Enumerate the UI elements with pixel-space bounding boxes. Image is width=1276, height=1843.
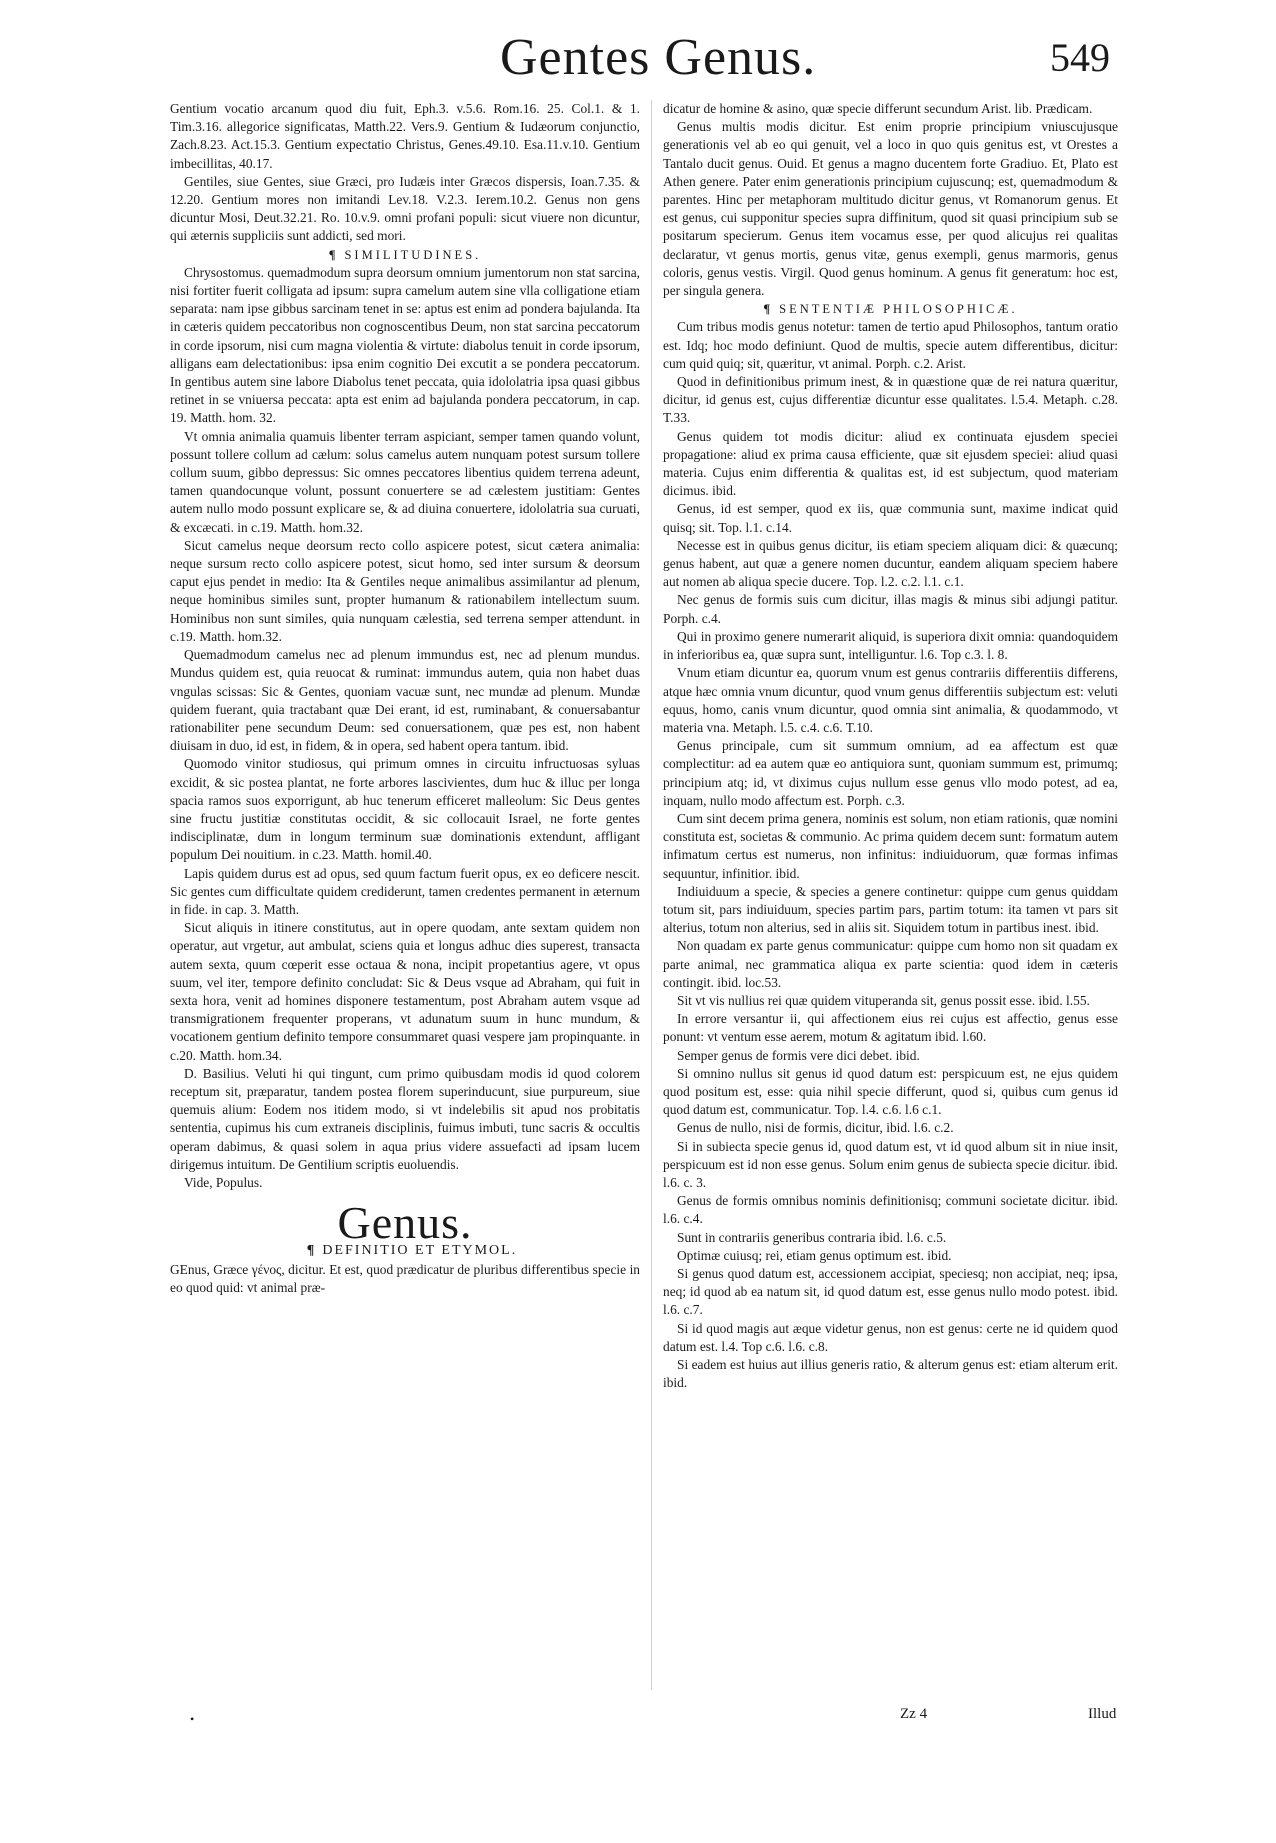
- paragraph: Vnum etiam dicuntur ea, quorum vnum est genus contrariis differentiis differens, atque hæc omnia vnum dicuntur, quod vnum genus differentiis subjectum est: veluti equus, homo, canis vnum dicuntur, quod omnia sint animalia, & quodammodo, vt materia vna. Metaph. l.5. c.4. c.6. T.10.: [663, 665, 1118, 735]
- paragraph: Nec genus de formis suis cum dicitur, illas magis & minus sibi adjungi patitur. Porph. c.4.: [663, 592, 1118, 626]
- paragraph: Quomodo vinitor studiosus, qui primum omnes in circuitu infructuosas syluas excidit, & sic postea plantat, ne forte arbores lascivientes, dum huc & illuc per longa spacia ramos suos exporrigunt, ab huc tenerum efficeret malleolum: Sic Deus gentes sine fructu justitiæ constitutas occidit, & sic collocauit Israel, ne forte gentes indisciplinatæ, dum in longum terminum suæ dominationis extendunt, affligant populum Dei nouitium. in c.23. Matth. homil.40.: [170, 756, 640, 863]
- paragraph: Si omnino nullus sit genus id quod datum est: perspicuum est, ne ejus quidem quod positum est, esse: quia nihil specie differunt, quod si, quibus cum genus id quod datum est, communicatur. Top. l.4. c.6. l.6 c.1.: [663, 1065, 1118, 1118]
- paragraph: Sunt in contrariis generibus contraria ibid. l.6. c.5.: [677, 1229, 947, 1245]
- running-title: Gentes Genus.: [500, 29, 817, 86]
- signature-mark: Zz 4: [900, 1706, 928, 1722]
- paragraph: Non quadam ex parte genus communicatur: quippe cum homo non sit quadam ex parte animal, nec grammatica aliqua ex parte scientia: quod idem in cæteris contingit. ibid. loc.53.: [663, 938, 1118, 990]
- section-heading-similitudines: ¶ SIMILITUDINES.: [328, 247, 482, 262]
- pilcrow-icon: ¶: [306, 1243, 317, 1259]
- paragraph: Lapis quidem durus est ad opus, sed quum factum fuerit opus, ex eo deficere nescit. Sic gentes cum difficultate quidem crediderunt, tamen credentes permanent in æternum in fide. in cap. 3. Matth.: [170, 865, 640, 917]
- paragraph: Si in subiecta specie genus id, quod datum est, vt id quod album sit in niue insit, perspicuum est id non esse genus. Solum enim genus de subiecta specie dicitur. ibid. l.6. c. 3.: [663, 1138, 1118, 1190]
- paragraph: Semper genus de formis vere dici debet. ibid.: [677, 1047, 920, 1063]
- page-number: 549: [1050, 35, 1110, 80]
- page-header: [0, 28, 1276, 98]
- paragraph: GEnus, Græce γένος, dicitur. Et est, quod prædicatur de pluribus differentibus specie in eo quod quid: vt animal præ-: [170, 1261, 640, 1295]
- paragraph: dicatur de homine & asino, quæ specie differunt secundum Arist. lib. Prædicam.: [663, 101, 1093, 116]
- paragraph: Quemadmodum camelus nec ad plenum immundus est, nec ad plenum mundus. Mundus quidem est, quia reuocat & ruminat: immundus autem, quia non habet duas vngulas scissas: Sic & Gentes, quoniam vacuæ sunt, nec mundæ ad plenum. Mundæ quidem fuerant, quia tractabant quæ Dei erant, id est, ruminabant, & conuersabantur rationabiliter pene secundum Deum: sed conuersationem, quæ pes est, non habent diuisam in duo, id est, in fidem, & in opera, sed habent opera tantum. ibid.: [170, 647, 640, 754]
- paragraph: Gentium vocatio arcanum quod diu fuit, Eph.3. v.5.6. Rom.16. 25. Col.1. & 1. Tim.3.16. allegorice significatas, Matth.22. Vers.9. Gentium & Iudæorum conjunctio, Zach.8.23. Act.15.3. Gentium expectatio Christus, Genes.49.10. Esa.11.v.10. Gentium imbecillitas, 40.17.: [170, 101, 640, 171]
- cross-reference: Vide, Populus.: [184, 1174, 263, 1190]
- paragraph: Si id quod magis aut æque videtur genus, non est genus: certe ne id quidem quod datum est. l.4. Top c.6. l.6. c.8.: [663, 1320, 1118, 1354]
- paragraph: Si genus quod datum est, accessionem accipiat, speciesq; non accipiat, neq; ipsa, neq; id quod ab ea natum sit, id quod datum est, esse genus nullo modo potest. ibid. l.6. c.7.: [663, 1266, 1118, 1318]
- section-heading-sententiae: ¶ SENTENTIÆ PHILOSOPHICÆ.: [763, 302, 1018, 317]
- paragraph: Genus quidem tot modis dicitur: aliud ex continuata ejusdem speciei propagatione: aliud ex prima causa efficiente, quæ sit ejusdem speciei: aliud quasi materia. Cujus enim differentia & qualitas est, id est subjectum, quod materiam dicimus. ibid.: [663, 428, 1118, 499]
- printer-mark: •: [190, 1712, 195, 1726]
- paragraph: Cum tribus modis genus notetur: tamen de tertio apud Philosophos, tantum oratio est. Idq; hoc modo definiunt. Quod de multis, specie autem differentibus, dicitur: cum quid quiq; sit, quæritur, vt animal. Porph. c.2. Arist.: [663, 319, 1118, 371]
- paragraph: Sit vt vis nullius rei quæ quidem vituperanda sit, genus possit esse. ibid. l.55.: [677, 992, 1090, 1008]
- paragraph: In errore versantur ii, qui affectionem eius rei cujus est affectio, genus esse ponunt: vt ventum esse aerem, motum & agitatum ibid. l.60.: [663, 1011, 1118, 1045]
- pilcrow-icon: ¶: [763, 302, 774, 317]
- column-divider: [651, 100, 652, 1690]
- paragraph: Necesse est in quibus genus dicitur, iis etiam speciem aliquam dici: & quæcunq; genus habent, aut quæ a genere nomen ducuntur, eandem aliquam speciem habere aut nomen ab aliqua specie ducere. Top. l.2. c.2. l.1. c.1.: [663, 537, 1118, 590]
- paragraph: Genus de nullo, nisi de formis, dicitur, ibid. l.6. c.2.: [677, 1120, 954, 1136]
- paragraph: Genus multis modis dicitur. Est enim proprie principium vniuscujusque generationis vel ab eo qui genuit, vel a loco in quo quis genitus est, vt Orestes a Tantalo ducit genus. Ouid. Et genus a magno ducentem forte Gradiuo. Et, Plato est Athen genere. Pater enim generationis principium cujuscunq; est, quemadmodum & parentes. Hinc per metaphoram multitudo dicitur genus, vt Romanorum genus. Et est genus, cui supponitur species supra diffinitum, quod sit quasi principium sub se positarum specierum. Genus item vocamus esse, per quod alicujus rei qualitas declaratur, vt genus mortis, genus vitæ, genus exempli, genus marmoris, genus coloris, genus vestis. Virgil. Quod genus hominum. A genus fit generatum: hoc est, per singula genera.: [663, 119, 1118, 299]
- paragraph: Sicut camelus neque deorsum recto collo aspicere potest, sicut cætera animalia: neque sursum recto collo aspicere potest, sicut homo, sed inter sursum & deorsum caput ejus pendet in medio: Ita & Gentiles neque animalibus assimilantur ad plenum, neque hominibus similes sunt, propter humanum & rationabilem intellectum suum. Hominibus non sunt similes, quia nunquam cælestia, sed terrena semper attendunt. in c.19. Matth. hom.32.: [170, 537, 640, 644]
- paragraph: Quod in definitionibus primum inest, & in quæstione quæ de rei natura quæritur, dicitur, id genus est, cujus differentiæ dicuntur esse qualitates. l.5.4. Metaph. c.28. T.33.: [663, 374, 1118, 426]
- paragraph: Si eadem est huius aut illius generis ratio, & alterum genus est: etiam alterum erit. ibid.: [663, 1357, 1118, 1391]
- entry-heading-genus: Genus.: [337, 1197, 473, 1249]
- catchword: Illud: [1088, 1706, 1117, 1722]
- section-heading-definitio: ¶ DEFINITIO ET ETYMOL.: [306, 1243, 518, 1259]
- paragraph: Vt omnia animalia quamuis libenter terram aspiciant, semper tamen quando volunt, possunt tollere collum ad cælum: solus camelus autem nunquam potest sursum tollere collum suum, gibbo depressus: Sic omnes peccatores libentius quidem terrena adeunt, tamen quandocunque volunt, possunt conuertere se ad cælestem justitiam: Gentes autem nullo modo possunt explicare se, & ad diuina conuertere, idololatria sua curuati, & excæcati. in c.19. Matth. hom.32.: [170, 428, 640, 535]
- paragraph: Gentiles, siue Gentes, siue Græci, pro Iudæis inter Græcos dispersis, Ioan.7.35. & 12.20. Gentium mores non imitandi Lev.18. V.2.3. Ierem.10.2. Genus non gens dicuntur Mosi, Deut.32.21. Ro. 10.v.9. omni profani populi: sicut viuere non dicuntur, qui æternis suppliciis sunt addicti, sed mori.: [170, 173, 640, 244]
- paragraph: Sicut aliquis in itinere constitutus, aut in opere quodam, ante sextam quidem non operatur, aut vrgetur, aut ambulat, sciens quia et longus adhuc dies superest, transacta autem sexta, quum cœperit esse octaua & nona, incipit propetantius agere, vt opus suum, vel iter, tempore definito concludat: Sic & Deus vsque ad Abraham, qui fuit in sexta hora, venit ad homines disponere testamentum, post Abraham autem vsque ad transmigrationem frequenter properans, vt adunatum suum in hunc mundum, & vocationem gentium definito tempore consummaret quasi vespere jam propinquante. in c.20. Matth. hom.34.: [170, 920, 640, 1063]
- paragraph: Genus, id est semper, quod ex iis, quæ communia sunt, maxime indicat quid quisq; sit. Top. l.1. c.14.: [663, 501, 1118, 535]
- paragraph: Indiuiduum a specie, & species a genere continetur: quippe cum genus quiddam totum sit, pars indiuiduum, species partim pars, partim totum: ita tamen vt pars sit alterius, totum non alterius, sed in aliis sit. Siquidem totum in partibus inest. ibid.: [663, 883, 1118, 936]
- right-column: [663, 100, 1118, 1392]
- paragraph: Cum sint decem prima genera, nominis est solum, non etiam rationis, quæ nomini constituta est, societas & communio. Ac prima quidem decem sunt: formatum autem infimatum certus est numerus, non infinitus: indiuiduorum, quæ formas infimas sequuntur, infinitior. ibid.: [663, 810, 1118, 881]
- paragraph: Optimæ cuiusq; rei, etiam genus optimum est. ibid.: [677, 1247, 952, 1263]
- paragraph: Genus principale, cum sit summum omnium, ad ea affectum est quæ complectitur: ad ea autem quæ eo antiquiora sunt, quoniam summum est, primumq; principium atq; id, vt diximus cujus nullum esse genus vllo modo potest, ad ea, inquam, nullo modo affectum est. Porph. c.3.: [663, 738, 1118, 808]
- paragraph: Chrysostomus. quemadmodum supra deorsum omnium jumentorum non stat sarcina, nisi fortiter fuerit colligata ad ipsum: supra camelum autem sine vlla colligatione etiam separata: nam ipse gibbus sarcinam tenet in se: aptus est enim ad pondera bajulanda. Ita in cæteris quidem peccatoribus non cognoscentibus Deum, non stat sarcina peccatorum in corde ipsorum, nisi cum magna violentia & virtute: diabolus tenuit in corde ipsorum, alligans eam delectationibus: ipsa enim cognitio Dei excutit a se pondera peccatorum. In gentibus autem sine labore Diabolus tenet peccata, quia idololatria ipsa quasi gibbus retinet in se vniuersa peccata: apta est enim ad bajulanda pondera peccatorum, in cap. 19. Matth. hom. 32.: [170, 264, 640, 426]
- left-column: [170, 100, 640, 1297]
- paragraph: Genus de formis omnibus nominis definitionisq; communi societate dicitur. ibid. l.6. c.4.: [663, 1193, 1118, 1227]
- pilcrow-icon: ¶: [328, 247, 339, 262]
- paragraph: Qui in proximo genere numerarit aliquid, is superiora dixit omnia: quandoquidem in inferioribus ea, quæ supra sunt, intelliguntur. l.6. Top c.3. l. 8.: [663, 628, 1118, 663]
- paragraph: D. Basilius. Veluti hi qui tingunt, cum primo quibusdam modis id quod colorem receptum sit, præparatur, tandem postea florem superinducunt, siue purpureum, siue quemuis alium: Eodem nos itidem modo, si vt indelebilis sit apud nos probitatis sententia, cupimus his cum extraneis disciplinis, fuimus imbuti, tunc sacris & occultis operam dabimus, & quasi solem in aqua prius videre assuefacti ad ipsam lucem dirigemus intuitum. De Gentilium scriptis euoluendis.: [170, 1065, 640, 1172]
